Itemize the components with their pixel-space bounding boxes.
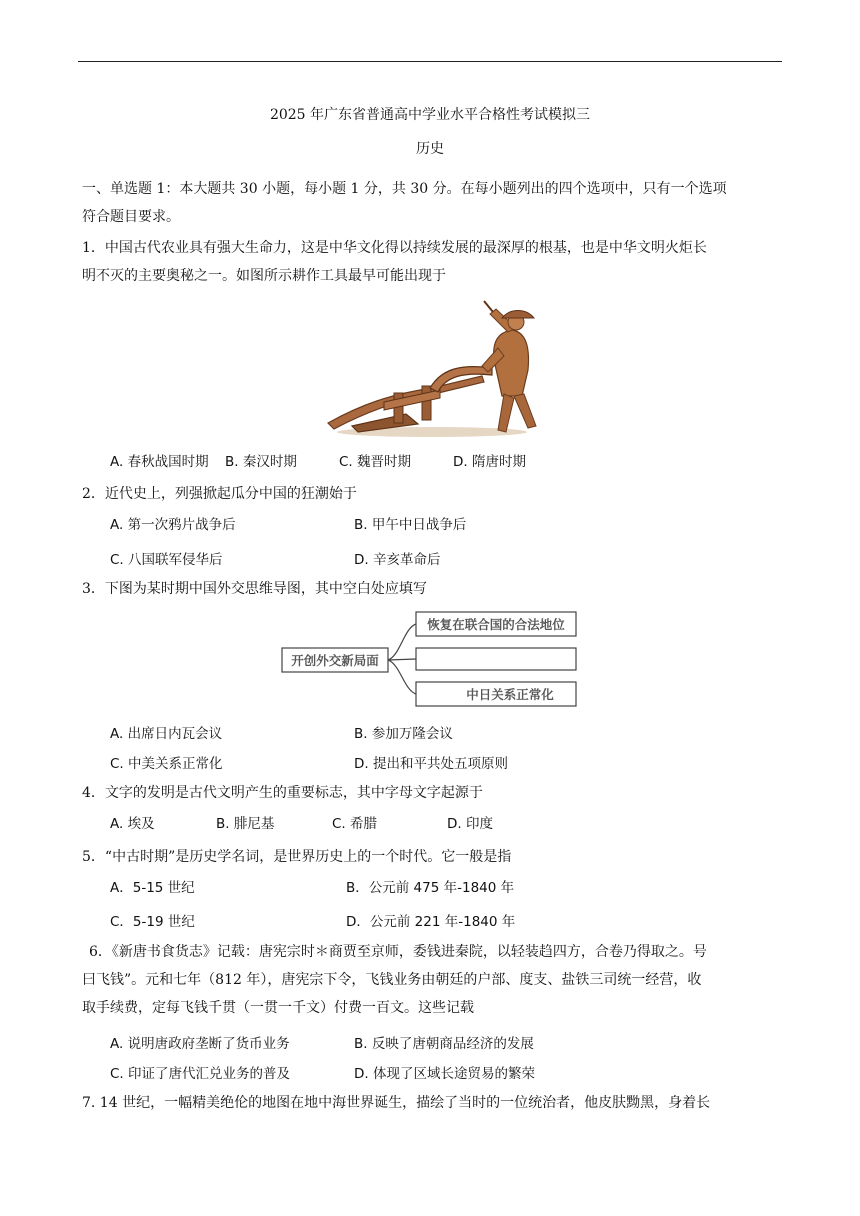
q1-option-c: C. 魏晋时期 — [339, 454, 412, 470]
diplomacy-mindmap — [280, 608, 580, 708]
q1-stem-line1: 1．中国古代农业具有强大生命力，这是中华文化得以持续发展的最深厚的根基，也是中华文明火炬长 — [82, 240, 707, 256]
q4-option-b: B. 腓尼基 — [216, 816, 275, 832]
q4-option-d: D. 印度 — [447, 816, 493, 832]
q1-stem-line2: 明不灭的主要奥秘之一。如图所示耕作工具最早可能出现于 — [82, 268, 446, 284]
q3-option-a: A. 出席日内瓦会议 — [110, 726, 223, 742]
q2-option-d: D. 辛亥革命后 — [354, 552, 441, 568]
q6-option-d: D. 体现了区域长途贸易的繁荣 — [354, 1066, 535, 1082]
q3-option-d: D. 提出和平共处五项原则 — [354, 756, 508, 772]
plough-illustration — [322, 298, 542, 440]
q5-option-a: A．5-15 世纪 — [110, 880, 195, 896]
q5-option-b: B．公元前 475 年-1840 年 — [346, 880, 515, 896]
q4-option-a: A. 埃及 — [110, 816, 155, 832]
q6-stem-line1: 6．《新唐书食货志》记载：唐宪宗时＊商贾至京师，委钱进秦院，以轻装趋四方，合卷乃得取之。号 — [89, 944, 707, 960]
section-instruction-line2: 符合题目要求。 — [82, 209, 180, 225]
q6-stem-line3: 取手续费，定每飞钱千贯（一贯一千文）付费一百文。这些记载 — [82, 1000, 474, 1016]
q1-option-d: D. 隋唐时期 — [453, 454, 526, 470]
q6-option-c: C. 印证了唐代汇兑业务的普及 — [110, 1066, 291, 1082]
q5-option-d: D．公元前 221 年-1840 年 — [346, 914, 516, 930]
exam-title: 2025 年广东省普通高中学业水平合格性考试模拟三 — [269, 107, 591, 123]
subject-title: 历史 — [416, 141, 444, 157]
section-instruction-line1: 一、单选题 1：本大题共 30 小题，每小题 1 分，共 30 分。在每小题列出的四个选项中，只有一个选项 — [82, 181, 727, 197]
q7-stem-line1: 7. 14 世纪，一幅精美绝伦的地图在地中海世界诞生，描绘了当时的一位统治者，他皮肤黝黑，身着长 — [82, 1095, 711, 1111]
q2-option-c: C. 八国联军侵华后 — [110, 552, 223, 568]
mindmap-root: 开创外交新局面 — [291, 653, 379, 668]
q2-stem: 2．近代史上，列强掀起瓜分中国的狂潮始于 — [82, 486, 357, 502]
q2-option-b: B. 甲午中日战争后 — [354, 517, 467, 533]
q1-option-b: B. 秦汉时期 — [225, 454, 297, 470]
q6-option-a: A. 说明唐政府垄断了货币业务 — [110, 1036, 290, 1052]
q3-stem: 3．下图为某时期中国外交思维导图，其中空白处应填写 — [82, 581, 427, 597]
q5-option-c: C．5-19 世纪 — [110, 914, 195, 930]
q6-stem-line2: 曰飞钱”。元和七年（812 年），唐宪宗下令，飞钱业务由朝廷的户部、度支、盐铁三司统一经营，收 — [82, 972, 702, 988]
q3-option-c: C. 中美关系正常化 — [110, 756, 223, 772]
q3-option-b: B. 参加万隆会议 — [354, 726, 453, 742]
header-rule — [78, 61, 782, 62]
q4-stem: 4．文字的发明是古代文明产生的重要标志，其中字母文字起源于 — [82, 785, 483, 801]
q6-option-b: B. 反映了唐朝商品经济的发展 — [354, 1036, 534, 1052]
q4-option-c: C. 希腊 — [332, 816, 378, 832]
q2-option-a: A. 第一次鸦片战争后 — [110, 517, 236, 533]
q5-stem: 5．“中古时期”是历史学名词，是世界历史上的一个时代。它一般是指 — [82, 849, 512, 865]
mindmap-branch-bottom: 中日关系正常化 — [466, 687, 554, 702]
q1-option-a: A. 春秋战国时期 — [110, 454, 209, 470]
mindmap-branch-top: 恢复在联合国的合法地位 — [427, 617, 565, 632]
